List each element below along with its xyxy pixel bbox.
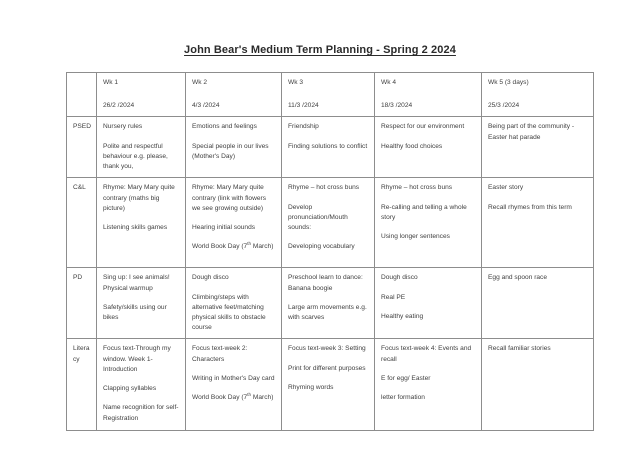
cell-entry: Developing vocabulary [288, 243, 355, 251]
cell-pd-wk2 [186, 268, 282, 339]
header-week-4 [375, 73, 482, 117]
cell-entries [288, 273, 369, 323]
cell-entry: Focus text-week 2: Characters [192, 345, 248, 363]
table-row [67, 178, 594, 268]
cell-literacy-wk2 [186, 339, 282, 431]
cell-entries [192, 122, 276, 162]
cell-psed-wk4 [375, 117, 482, 178]
cell-entries [103, 273, 180, 323]
cell-entry: Re-calling and telling a whole story [381, 203, 467, 221]
cell-entry: E for egg/ Easter [381, 374, 431, 382]
header-week-3-label: Wk 3 [288, 79, 304, 86]
table-row [67, 339, 594, 431]
cell-entry: Print for different purposes [288, 364, 366, 372]
cell-entries [488, 183, 588, 212]
cell-entry: Healthy eating [381, 312, 424, 320]
cell-entries [103, 122, 180, 172]
cell-entry: Large arm movements e.g. with scarves [288, 303, 367, 321]
cell-literacy-wk5 [482, 339, 594, 431]
cell-entry: Easter story [488, 184, 524, 192]
row-area-label-cl: C&L [67, 178, 97, 268]
cell-entry: Clapping syllables [103, 385, 157, 393]
cell-entry: Egg and spoon race [488, 274, 548, 282]
cell-literacy-wk1 [97, 339, 186, 431]
cell-entry: Real PE [381, 293, 406, 301]
cell-literacy-wk4 [375, 339, 482, 431]
header-week-2 [186, 73, 282, 117]
header-week-5-date: 25/3 /2024 [488, 102, 520, 110]
header-week-1-label: Wk 1 [103, 79, 119, 86]
row-area-label-psed: PSED [67, 117, 97, 178]
row-area-label-literacy: Literacy [67, 339, 97, 431]
cell-entry: Using longer sentences [381, 232, 450, 240]
table-row [67, 268, 594, 339]
header-week-3-date: 11/3 /2024 [288, 102, 319, 110]
cell-cl-wk1 [97, 178, 186, 268]
table-row [67, 117, 594, 178]
cell-entry: Climbing/steps with alternative feet/matching physical skills to obstacle course [192, 293, 266, 332]
cell-entry: Safety/skills using our bikes [103, 303, 167, 321]
cell-cl-wk4 [375, 178, 482, 268]
row-area-label-pd: PD [67, 268, 97, 339]
header-week-2-label: Wk 2 [192, 79, 208, 86]
cell-entry: Preschool learn to dance: Banana boogie [288, 274, 363, 292]
cell-entry: Special people in our lives (Mother's Day) [192, 142, 269, 160]
cell-entry: Rhyming words [288, 383, 334, 391]
cell-entry: Focus text-week 3: Setting [288, 345, 366, 353]
cell-entry: Writing in Mother's Day card [192, 374, 275, 382]
cell-psed-wk3 [282, 117, 375, 178]
table-header-row [67, 73, 594, 117]
header-week-2-date: 4/3 /2024 [192, 102, 220, 110]
cell-pd-wk3 [282, 268, 375, 339]
cell-pd-wk4 [375, 268, 482, 339]
header-week-5 [482, 73, 594, 117]
cell-entries [192, 273, 276, 333]
cell-entries [192, 344, 276, 403]
cell-entries [288, 344, 369, 393]
cell-cl-wk3 [282, 178, 375, 268]
cell-pd-wk5 [482, 268, 594, 339]
cell-entries [192, 183, 276, 252]
cell-psed-wk2 [186, 117, 282, 178]
cell-cl-wk2 [186, 178, 282, 268]
cell-entry: World Book Day (7th March) [192, 241, 274, 251]
header-area-label [67, 73, 97, 117]
cell-literacy-wk3 [282, 339, 375, 431]
cell-entry: Respect for our environment [381, 123, 465, 131]
cell-entries [381, 273, 476, 322]
header-week-1-date: 26/2 /2024 [103, 102, 135, 110]
cell-entry: letter formation [381, 394, 425, 402]
cell-entry: Polite and respectful behaviour e.g. please, thank you, [103, 142, 168, 171]
header-week-3 [282, 73, 375, 117]
cell-entry: Name recognition for self-Registration [103, 404, 179, 422]
cell-entry: Emotions and feelings [192, 123, 257, 131]
cell-entry: Rhyme: Mary Mary quite contrary (maths big picture) [103, 184, 175, 212]
cell-entry: Friendship [288, 123, 319, 131]
cell-entry: Recall rhymes from this term [488, 203, 572, 211]
cell-entries [488, 122, 588, 142]
cell-entry: Recall familiar stories [488, 345, 551, 353]
cell-entry: Sing up: I see animals! Physical warmup [103, 274, 170, 292]
header-week-4-date: 18/3 /2024 [381, 102, 413, 110]
cell-entries [381, 122, 476, 151]
cell-entries [488, 344, 588, 354]
cell-cl-wk5 [482, 178, 594, 268]
cell-entry: World Book Day (7th March) [192, 391, 274, 402]
cell-pd-wk1 [97, 268, 186, 339]
cell-entry: Nursery rules [103, 123, 143, 131]
cell-entries [381, 344, 476, 403]
cell-entry: Focus text-week 4: Events and recall [381, 345, 472, 363]
cell-entry: Focus text-Through my window. Week 1-Introduction [103, 345, 171, 373]
cell-entries [288, 183, 369, 252]
cell-entries [288, 122, 369, 151]
cell-psed-wk5 [482, 117, 594, 178]
header-week-4-label: Wk 4 [381, 79, 397, 86]
cell-entry: Rhyme – hot cross buns [381, 184, 453, 192]
cell-entry: Hearing initial sounds [192, 223, 256, 231]
cell-entry: Dough disco [381, 274, 418, 282]
cell-entry: Healthy food choices [381, 142, 443, 150]
cell-entry: Finding solutions to conflict [288, 142, 368, 150]
cell-entries [103, 183, 180, 233]
cell-entry: Dough disco [192, 274, 229, 282]
header-week-1 [97, 73, 186, 117]
cell-entry: Listening skills games [103, 223, 168, 231]
medium-term-planning-table [66, 72, 594, 431]
cell-entries [488, 273, 588, 283]
cell-entry: Being part of the community - Easter hat parade [488, 123, 575, 141]
cell-entry: Rhyme – hot cross buns [288, 184, 360, 192]
cell-psed-wk1 [97, 117, 186, 178]
cell-entry: Develop pronunciation/Mouth sounds: [288, 203, 348, 231]
page-title: John Bear's Medium Term Planning - Spring 2 2024 [184, 44, 456, 56]
table-body [67, 117, 594, 431]
cell-entries [103, 344, 180, 423]
cell-entry: Rhyme: Mary Mary quite contrary (link with flowers we see growing outside) [192, 184, 267, 212]
header-week-5-label: Wk 5 (3 days) [488, 79, 529, 86]
cell-entries [381, 183, 476, 242]
